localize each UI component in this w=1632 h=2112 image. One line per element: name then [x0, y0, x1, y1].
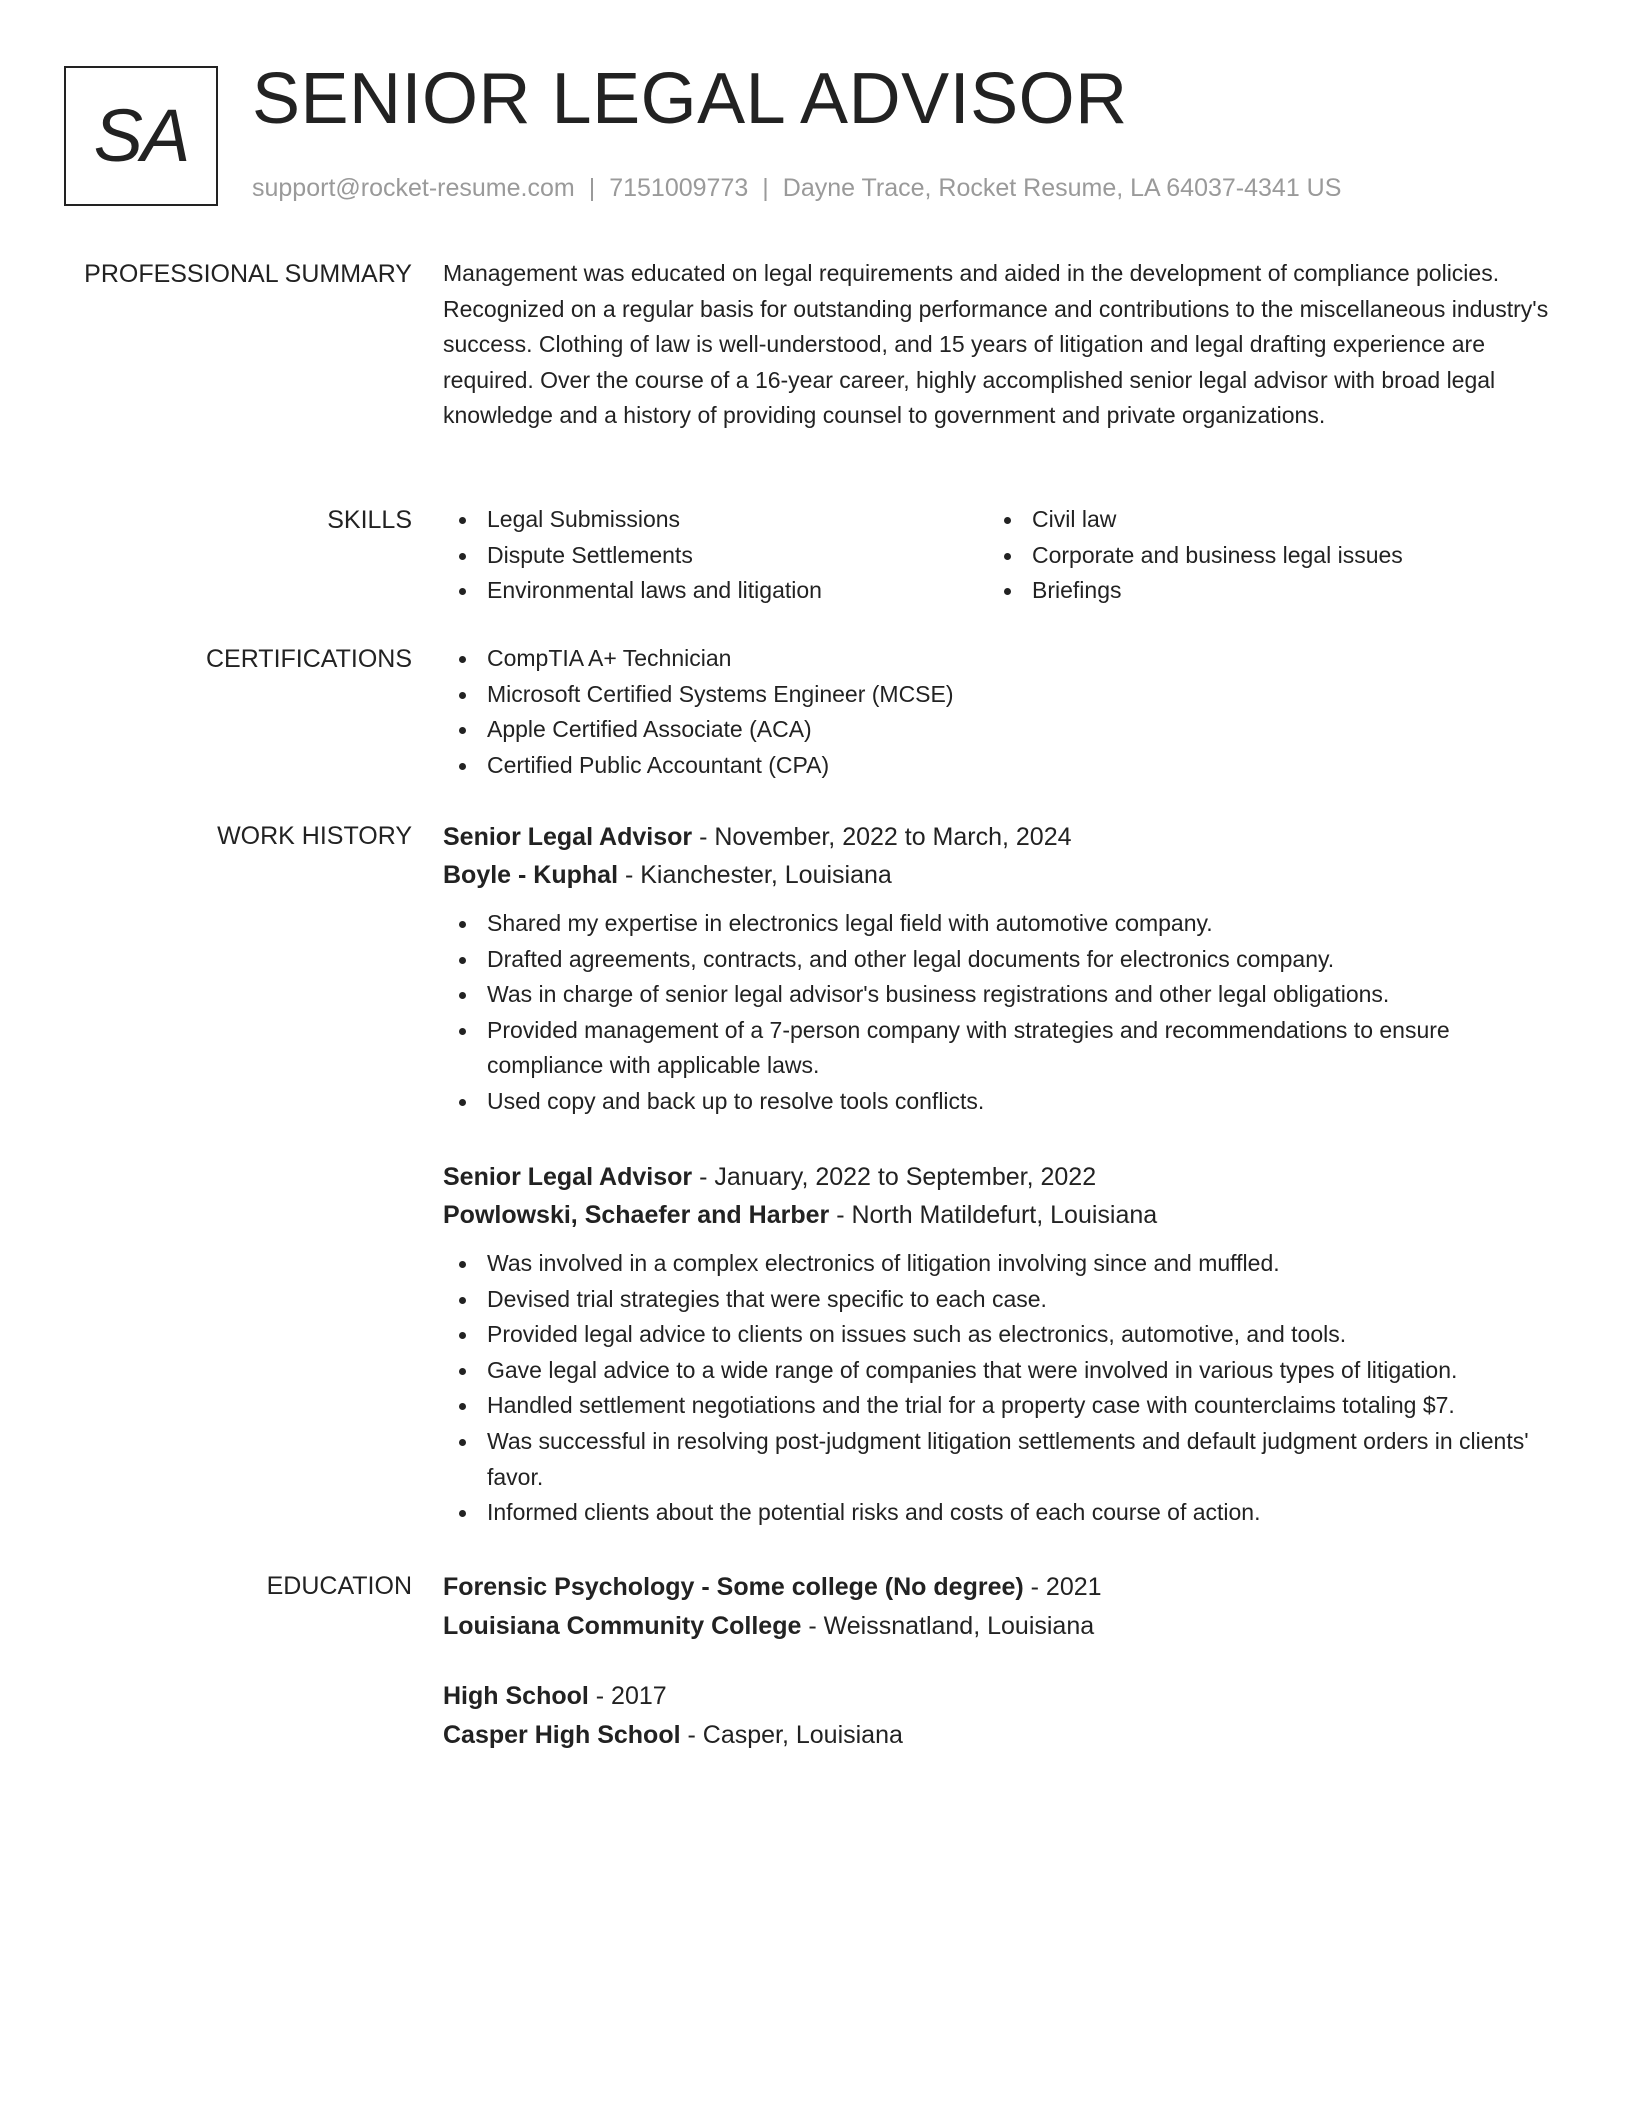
job-location: - North Matildefurt, Louisiana: [829, 1201, 1158, 1229]
education-location: - Weissnatland, Louisiana: [801, 1612, 1095, 1640]
job-title: Senior Legal Advisor: [443, 1163, 693, 1191]
education-entry: [443, 1568, 1553, 1646]
job-company-line: [443, 1196, 1553, 1234]
job-bullet: Was in charge of senior legal advisor's business registrations and other legal obligations.: [443, 977, 1553, 1013]
summary-text: Management was educated on legal requirements and aided in the development of compliance policies. Recognized on a regular basis for outstanding performance and contributions to the miscellaneous industry's success. Clothing of law is well-understood, and 15 years of litigation and legal drafting experience are required. Over the course of a 16-year career, highly accomplished senior legal advisor with broad legal knowledge and a history of providing counsel to government and private organizations.: [443, 260, 1549, 429]
job-location: - Kianchester, Louisiana: [618, 861, 892, 889]
skill-item: Corporate and business legal issues: [988, 538, 1533, 574]
summary-body: [443, 256, 1553, 434]
certification-item: Microsoft Certified Systems Engineer (MCSE): [443, 677, 1553, 713]
education-school-line: [443, 1607, 1553, 1646]
education-degree: Forensic Psychology - Some college (No degree): [443, 1573, 1024, 1601]
skill-item: Civil law: [988, 502, 1533, 538]
job-bullets: [443, 1246, 1553, 1531]
job-bullet: Informed clients about the potential risks and costs of each course of action.: [443, 1495, 1553, 1531]
contact-email[interactable]: support@rocket-resume.com: [252, 174, 575, 202]
education-degree-line: [443, 1568, 1553, 1607]
certifications-list: [443, 641, 1553, 783]
education-school-line: [443, 1716, 903, 1755]
skill-item: Briefings: [988, 573, 1533, 609]
certification-item: Certified Public Accountant (CPA): [443, 748, 1553, 784]
skill-item: Environmental laws and litigation: [443, 573, 988, 609]
job-entry: [443, 1158, 1553, 1531]
skill-item: Legal Submissions: [443, 502, 988, 538]
work-history-body: [443, 818, 1553, 1526]
job-company-line: [443, 856, 1553, 894]
resume-title: SENIOR LEGAL ADVISOR: [252, 59, 1128, 139]
job-bullet: Handled settlement negotiations and the trial for a property case with counterclaims totaling $7.: [443, 1388, 1553, 1424]
job-bullets: [443, 906, 1553, 1120]
skill-item: Dispute Settlements: [443, 538, 988, 574]
job-bullet: Devised trial strategies that were specific to each case.: [443, 1282, 1553, 1318]
education-location: - Casper, Louisiana: [680, 1721, 903, 1749]
monogram-box: [64, 66, 218, 206]
job-bullet: Used copy and back up to resolve tools conflicts.: [443, 1084, 1553, 1120]
job-bullet: Provided legal advice to clients on issues such as electronics, automotive, and tools.: [443, 1317, 1553, 1353]
job-dates: - January, 2022 to September, 2022: [692, 1163, 1097, 1191]
skills-body: [443, 502, 1553, 609]
contact-separator: |: [762, 174, 769, 202]
summary-heading: PROFESSIONAL SUMMARY: [84, 260, 412, 288]
certification-item: Apple Certified Associate (ACA): [443, 712, 1553, 748]
monogram-initials: SA: [93, 94, 189, 177]
education-school: Casper High School: [443, 1721, 681, 1749]
education-entry: [443, 1677, 903, 1755]
job-title: Senior Legal Advisor: [443, 823, 693, 851]
education-heading: EDUCATION: [266, 1572, 412, 1600]
education-body: [443, 1568, 1553, 1749]
education-year: - 2021: [1023, 1573, 1102, 1601]
certification-item: CompTIA A+ Technician: [443, 641, 1553, 677]
job-title-line: [443, 818, 1553, 856]
education-degree: High School: [443, 1682, 589, 1710]
contact-line: [252, 174, 1341, 203]
job-bullet: Was successful in resolving post-judgment litigation settlements and default judgment orders in clients' favor.: [443, 1424, 1553, 1495]
certifications-heading: CERTIFICATIONS: [205, 645, 412, 673]
job-entry: [443, 818, 1553, 1120]
contact-address: Dayne Trace, Rocket Resume, LA 64037-4341 US: [782, 174, 1342, 202]
certifications-body: [443, 641, 1553, 783]
education-degree-line: [443, 1677, 903, 1716]
contact-phone[interactable]: 7151009773: [609, 174, 749, 202]
job-company: Boyle - Kuphal: [443, 861, 619, 889]
job-bullet: Provided management of a 7-person company with strategies and recommendations to ensure compliance with applicable laws.: [443, 1013, 1553, 1084]
job-bullet: Shared my expertise in electronics legal field with automotive company.: [443, 906, 1553, 942]
education-school: Louisiana Community College: [443, 1612, 802, 1640]
job-dates: - November, 2022 to March, 2024: [692, 823, 1072, 851]
job-company: Powlowski, Schaefer and Harber: [443, 1201, 830, 1229]
education-year: - 2017: [588, 1682, 667, 1710]
skills-heading: SKILLS: [327, 506, 412, 534]
job-bullet: Drafted agreements, contracts, and other legal documents for electronics company.: [443, 942, 1553, 978]
work-history-heading: WORK HISTORY: [217, 822, 412, 850]
job-bullet: Gave legal advice to a wide range of companies that were involved in various types of litigation.: [443, 1353, 1553, 1389]
job-title-line: [443, 1158, 1553, 1196]
contact-separator: |: [588, 174, 596, 202]
job-bullet: Was involved in a complex electronics of litigation involving since and muffled.: [443, 1246, 1553, 1282]
skills-list: [443, 502, 1553, 609]
